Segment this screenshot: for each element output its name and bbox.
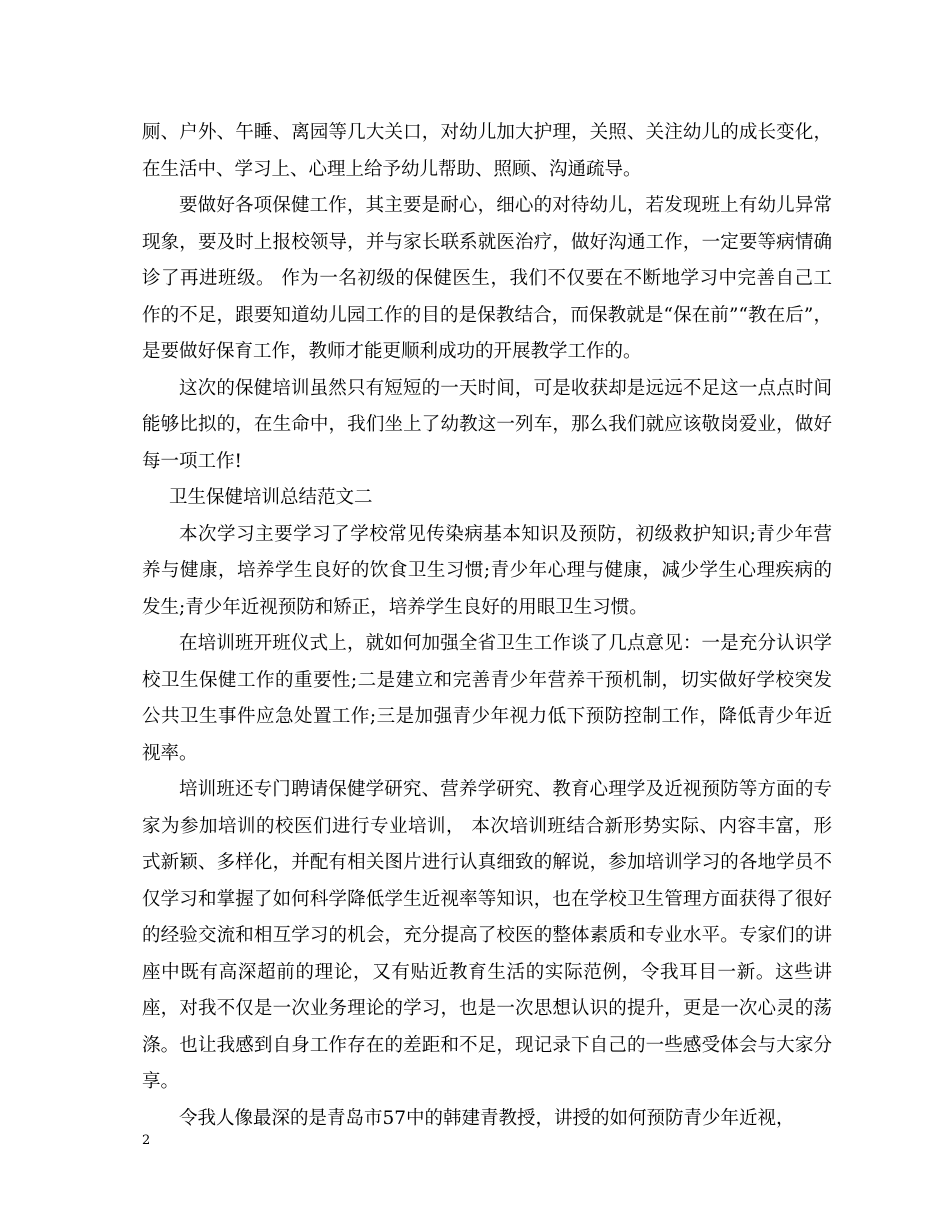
section-heading: 卫生保健培训总结范文二: [169, 487, 373, 508]
paragraph-care-work: 要做好各项保健工作，其主要是耐心，细心的对待幼儿，若发现班上有幼儿异常现象，要及时上报校领导，并与家长联系就医治疗，做好沟通工作，一定要等病情确诊了再进班级。 作为一名初级的保健医生，我们不仅要在不断地学习中完善自己工作的不足，跟要知道幼儿园工作的目的是保教结合，而保教就是“保在前”“教在后”，是要做好保育工作，教师才能更顺利成功的开展教学工作的。: [142, 195, 832, 362]
paragraph-opening-ceremony: 在培训班开班仪式上，就如何加强全省卫生工作谈了几点意见：一是充分认识学校卫生保健工作的重要性;二是建立和完善青少年营养干预机制，切实做好学校突发公共卫生事件应急处置工作;三是加强青少年视力低下预防控制工作，降低青少年近视率。: [142, 633, 832, 764]
paragraph-study-content: 本次学习主要学习了学校常见传染病基本知识及预防，初级救护知识;青少年营养与健康，培养学生良好的饮食卫生习惯;青少年心理与健康，减少学生心理疾病的发生;青少年近视预防和矫正，培养学生良好的用眼卫生习惯。: [142, 523, 832, 618]
paragraph-continuation: 厕、户外、午睡、离园等几大关口，对幼儿加大护理，关照、关注幼儿的成长变化，在生活中、学习上、心理上给予幼儿帮助、照顾、沟通疏导。: [142, 122, 832, 180]
paragraph-impression: 令我人像最深的是青岛市57中的韩建青教授，讲授的如何预防青少年近视，: [179, 1107, 795, 1129]
paragraph-expert-training: 培训班还专门聘请保健学研究、营养学研究、教育心理学及近视预防等方面的专家为参加培训的校医们进行专业培训， 本次培训班结合新形势实际、内容丰富，形式新颖、多样化，并配有相关图片进行认真细致的解说，参加培训学习的各地学员不仅学习和掌握了如何科学降低学生近视率等知识，也在学校卫生管理方面获得了很好的经验交流和相互学习的机会，充分提高了校医的整体素质和专业水平。专家们的讲座中既有高深超前的理论，又有贴近教育生活的实际范例，令我耳目一新。这些讲座，对我不仅是一次业务理论的学习，也是一次思想认识的提升，更是一次心灵的荡涤。也让我感到自身工作存在的差距和不足，现记录下自己的一些感受体会与大家分享。: [142, 779, 832, 1092]
page-number: 2: [142, 1133, 151, 1148]
paragraph-training-reflection: 这次的保健培训虽然只有短短的一天时间，可是收获却是远远不足这一点点时间能够比拟的，在生命中，我们坐上了幼教这一列车，那么我们就应该敬岗爱业，做好每一项工作!: [142, 377, 832, 472]
document-body: [142, 115, 832, 1137]
